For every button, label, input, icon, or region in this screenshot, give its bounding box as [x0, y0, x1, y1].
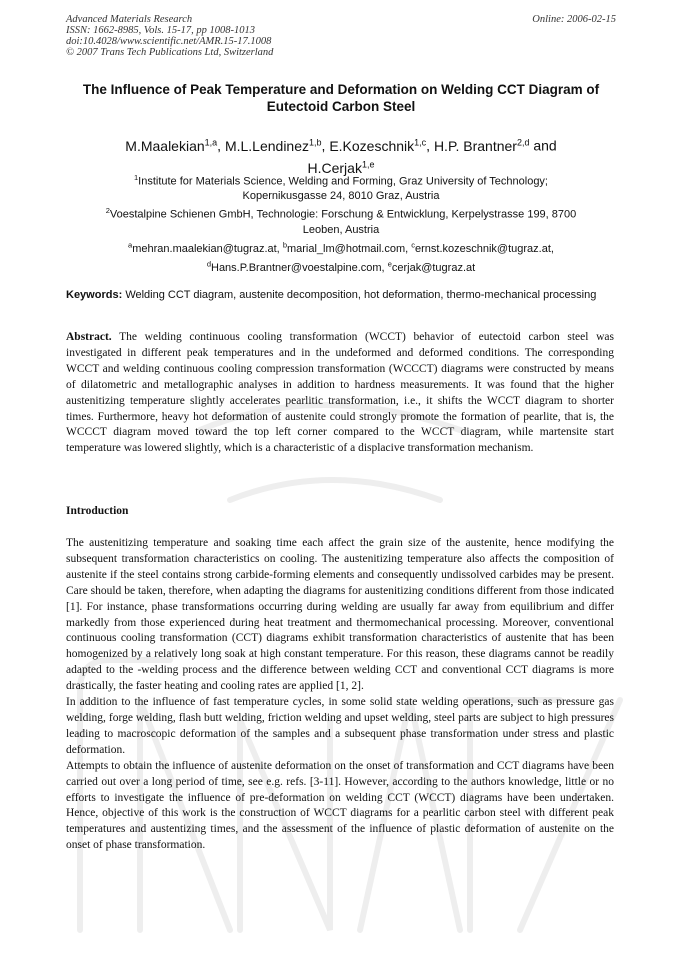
journal-header	[66, 14, 616, 58]
section-heading-introduction: Introduction	[66, 505, 129, 517]
email[interactable]: $^a$mehran.maalekian@tugraz.at,	[128, 240, 280, 256]
abstract-label: Abstract.	[66, 331, 112, 343]
email[interactable]: $^c$ernst.kozeschnik@tugraz.at,	[411, 240, 554, 256]
copyright-line: © 2007 Trans Tech Publications Ltd, Switzerland	[66, 47, 274, 58]
affiliation-1: $^1$Institute for Materials Science, Welding and Forming, Graz University of Technology; Kopernikusgasse 24, 8010 Graz, Austria	[133, 173, 548, 203]
keywords-text: Welding CCT diagram, austenite decomposition, hot deformation, thermo-mechanical processing	[125, 289, 597, 301]
abstract	[66, 330, 614, 457]
author: M.L.Lendinez$^{1,b}$	[224, 137, 322, 154]
online-date: Online: 2006-02-15	[532, 14, 616, 25]
abstract-text: The welding continuous cooling transformation (WCCT) behavior of eutectoid carbon steel was investigated in different peak temperatures and in the undeformed and deformed conditions. The corresponding WCCT and welding continuous cooling compression transformation (WCCCT) diagrams were constructed by means of dilatometric and metallographic analyses in addition to hardness measurements. It was found that the higher austenitizing temperature slightly accelerates pearlitic transformation, i.e., it shifts the WCCT diagram to shorter times. Furthermore, heavy hot deformation of austenite could strongly promote the formation of pearlite, that is, the WCCCT diagram moved toward the top left corner compared to the WCCT diagram, while martensite start temperature was lowered slightly, which is a characteristic of a displacive transformation mechanism.	[66, 331, 614, 455]
paper-title: The Influence of Peak Temperature and Deformation on Welding CCT Diagram of Eutectoid Carbon Steel	[82, 82, 600, 114]
paragraph: In addition to the influence of fast temperature cycles, in some solid state welding operations, such as pressure gas welding, forge welding, flash butt welding, friction welding and upset welding, steel parts are subject to high pressures leading to macroscopic deformation of the samples and a subsequent phase transformation under stress and plastic deformation.	[66, 696, 614, 756]
email-list	[66, 239, 616, 276]
doi-line: doi:10.4028/www.scientific.net/AMR.15-17.1008	[66, 36, 272, 47]
author: H.Cerjak$^{1,e}$	[307, 159, 375, 177]
affiliation-2: $^2$Voestalpine Schienen GmbH, Technologie: Forschung & Entwicklung, Kerpelystrasse 199, 8700 Leoben, Austria	[105, 206, 577, 236]
keywords-label: Keywords:	[66, 289, 123, 301]
keywords	[66, 288, 616, 302]
author: E.Kozeschnik$^{1,c}$	[329, 137, 427, 154]
journal-name: Advanced Materials Research	[66, 14, 193, 25]
introduction-body	[66, 536, 614, 854]
paragraph: Attempts to obtain the influence of austenite deformation on the onset of transformation and CCT diagrams have been carried out over a long period of time, see e.g. refs. [3-11]. However, according to the authors knowledge, little or no efforts to investigate the influence of pre-deformation on welding CCT (WCCT) diagrams have been undertaken. Hence, objective of this work is the construction of WCCT diagrams for a pearlitic carbon steel with different peak temperatures and austentizing times, and the assessment of the influence of plastic deformation of austenite on the onset of phase transformation.	[66, 759, 614, 852]
issn-line: ISSN: 1662-8985, Vols. 15-17, pp 1008-1013	[66, 25, 255, 36]
paragraph: The austenitizing temperature and soaking time each affect the grain size of the austenite, hence modifying the subsequent transformation characteristics on cooling. The austenitizing temperature also affects the composition of austenite if the steel contains strong carbide-forming elements and consequently undissolved carbides may be present. Care should be taken, therefore, when adapting the diagrams for austenitizing conditions different from those indicated [1]. For instance, phase transformations occurring during welding are usually far away from equilibrium and differ markedly from those experienced during heat treatment and thermomechanical processing. Moreover, conventional continuous cooling transformation (CCT) diagrams exhibit transformation characteristics of austenite that has been homogenized by a relatively long soak at high constant temperature. For this reason, these diagrams cannot be readily adapted to the -welding process and the difference between welding CCT and conventional CCT diagrams is more drastically, the faster heating and cooling rates are applied [1, 2].	[66, 537, 614, 693]
email[interactable]: $^b$marial_lm@hotmail.com,	[282, 240, 409, 256]
affiliations	[66, 171, 616, 275]
author: M.Maalekian$^{1,a}$	[125, 137, 218, 154]
email[interactable]: $^d$Hans.P.Brantner@voestalpine.com,	[206, 258, 385, 274]
email[interactable]: $^e$cerjak@tugraz.at	[387, 258, 476, 274]
author: H.P. Brantner$^{2,d}$	[433, 137, 530, 154]
author-list: M.Maalekian$^{1,a}$, M.L.Lendinez$^{1,b}$, E.Kozeschnik$^{1,c}$, H.P. Brantner$^{2,d}$ and H.Cerjak$^{1,e}$	[125, 137, 557, 177]
